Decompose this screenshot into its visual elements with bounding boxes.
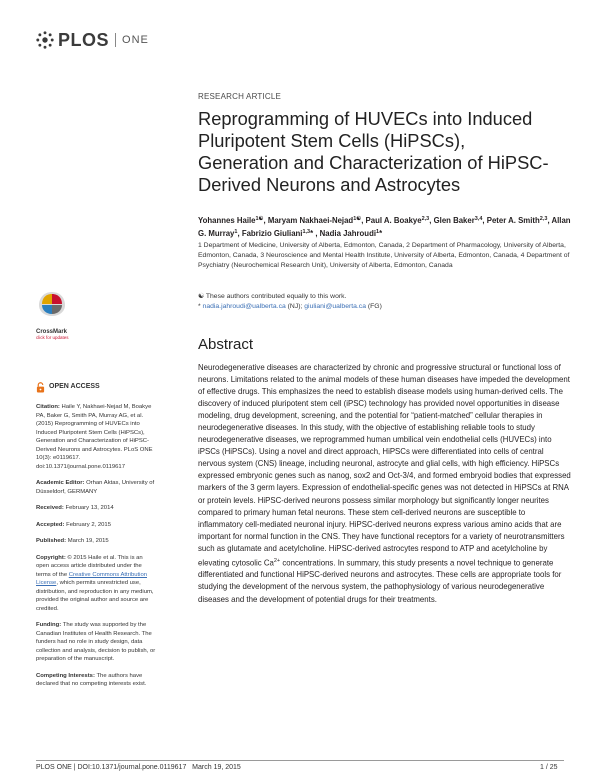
crossmark-label[interactable] <box>36 329 76 340</box>
footer-citation: PLOS ONE | DOI:10.1371/journal.pone.0119617 March 19, 2015 <box>36 764 241 771</box>
logo-divider <box>115 33 116 47</box>
cc-license-link[interactable]: Creative Commons Attribution License <box>36 571 147 586</box>
author-name: Glen Baker <box>433 216 475 225</box>
author-affiliation-marker: 2,3 <box>539 216 548 222</box>
author-list <box>198 214 573 239</box>
citation-text: Haile Y, Nakhaei-Nejad M, Boakye PA, Baker G, Smith PA, Murray AG, et al. (2015) Reprogramming of HUVECs into Induced Pluripotent Stem Cells (HiPSCs), Generation and Characterization of HiPSC-Derived Neurons and Astrocytes. PLoS ONE 10(3): e0119617. doi:10.1371/journal.pone.0119617 <box>36 404 153 470</box>
author-affiliation-marker: 1,3 <box>302 228 311 235</box>
citation-label: Citation: <box>36 404 60 410</box>
published-label: Published: <box>36 538 67 544</box>
author-affiliation-marker: 1 <box>376 228 380 235</box>
received-date: February 13, 2014 <box>63 505 114 511</box>
accepted-block <box>36 521 156 530</box>
funding-label: Funding: <box>36 622 62 628</box>
open-lock-icon <box>36 382 45 393</box>
author-separator: * , <box>310 228 320 238</box>
logo-plos-text: PLOS <box>58 29 110 50</box>
citation-block <box>36 403 156 471</box>
accepted-label: Accepted: <box>36 521 65 528</box>
author-separator: * <box>379 228 383 238</box>
accepted-date: February 2, 2015 <box>64 521 111 528</box>
author-name: Fabrizio Giuliani <box>241 228 303 238</box>
article-title: Reprogramming of HUVECs into Induced Pluripotent Stem Cells (HiPSCs), Generation and Characterization of HiPSC-Derived Neurons and Astrocytes <box>198 108 549 195</box>
author-affiliation-marker: 2,3 <box>421 216 430 222</box>
plos-logo-icon <box>36 31 54 49</box>
abstract-main-text: Neurodegenerative diseases are characterized by chronic and progressive structural or functional loss of neurons. Limitations related to the animal models of these human diseases have impeded the development of effective drugs. This emphasizes the need to establish disease models using human-derived cells. The discovery of induced pluripotent stem cell (iPSC) technology has provided novel opportunities in disease modeling, drug development, screening, and the potential for “patient-matched” cellular therapies in neurodegenerative diseases. In this study, with the objective of establishing reliable tools to study neurodegenerative diseases, we reprogrammed human umbilical vein endothelial cells (HUVECs) into iPSCs (HiPSCs). Using a novel and direct approach, HiPSCs were differentiated into cells of central nervous system (CNS) lineage, including neuronal, astrocyte and glial cells, with high efficiency. HiPSCs expressed embryonic genes such as nanog, sox2 and Oct-3/4, and formed embryoid bodies that expressed markers of the 3 germ layers. Expression of endothelial-specific genes was not detected in HiPSCs at RNA or protein levels. HiPSC-derived neurons possess similar morphology but significantly longer neurites compared to primary human fetal neurons. These stem cell-derived neurons are susceptible to inflammatory cell-mediated neuronal injury. HiPSC-derived neurons express various amino acids that are important for normal function in the CNS. They have functional receptors for a variety of neurotransmitters such as glutamate and acetylcholine. HiPSC-derived astrocytes respond to ATP and acetylcholine by elevating cytosolic Ca <box>198 363 571 568</box>
page-number: 1 / 25 <box>540 764 558 771</box>
corresponding-contact <box>198 302 382 312</box>
crossmark-title: CrossMark <box>36 329 68 335</box>
author-separator: , <box>547 216 552 225</box>
open-access-badge <box>36 382 156 393</box>
copyright-text-post: , which permits unrestricted use, distribution, and reproduction in any medium, provided the original author and source are credited. <box>36 580 154 612</box>
open-access-label: OPEN ACCESS <box>49 383 100 391</box>
author-separator: , <box>361 216 366 225</box>
competing-interests-text: The authors have declared that no competing interests exist. <box>36 672 147 687</box>
published-date: March 19, 2015 <box>66 538 109 544</box>
published-block <box>36 537 156 546</box>
author-separator: , <box>237 228 242 238</box>
author-name: Nadia Jahroudi <box>319 228 376 238</box>
abstract-tail-text: concentrations. In summary, this study presents a novel technique to generate differentiated and functional HiPSC-derived neurons and astrocytes. These cells are appropriate tools for studying the development of the nervous system, the pathophysiology of various neurodegenerative diseases and the development of potential drugs for their treatments. <box>198 558 562 604</box>
crossmark-icon[interactable] <box>37 291 67 327</box>
author-affiliation-marker: 1☯ <box>353 216 362 222</box>
affiliations: 1 Department of Medicine, University of Alberta, Edmonton, Canada, 2 Department of Pharmacology, University of Alberta, Edmonton, Canada, 3 Neuroscience and Mental Health Institute, University of Alberta, Edmonton, Canada, 4 Department of Psychiatry (Neurochemical Research Unit), University of Alberta, Edmonton, Canada <box>198 242 570 269</box>
copyright-label: Copyright: <box>36 554 66 561</box>
author-separator: , <box>482 216 487 225</box>
contact-label-fg: (FG) <box>365 303 382 310</box>
contact-prefix: * <box>198 303 203 310</box>
article-info-sidebar <box>36 382 156 697</box>
author-separator: , <box>429 216 434 225</box>
funding-text: The study was supported by the Canadian Institutes of Health Research. The funders had no role in study design, data collection and analysis, decision to publish, or preparation of the manuscript. <box>36 622 156 662</box>
author-name: Allan G. Murray <box>198 216 571 238</box>
crossmark-subtitle: click for updates <box>36 335 69 340</box>
footer-divider <box>36 760 564 761</box>
email-link-jahroudi[interactable]: nadia.jahroudi@ualberta.ca <box>202 303 286 310</box>
author-affiliation-marker: 1 <box>234 228 238 235</box>
author-name: Yohannes Haile <box>198 216 256 225</box>
equal-contribution-note: ☯ These authors contributed equally to this work. <box>198 293 347 300</box>
abstract-text <box>198 362 571 606</box>
copyright-text-pre: © 2015 Haile et al. This is an open access article distributed under the terms of the <box>36 554 143 578</box>
abstract-heading: Abstract <box>198 336 254 353</box>
funding-block <box>36 621 156 664</box>
editor-text: Orhan Aktas, University of Düsseldorf, GERMANY <box>36 480 155 495</box>
calcium-superscript: 2+ <box>273 557 281 564</box>
received-label: Received: <box>36 505 64 511</box>
plos-one-logo[interactable] <box>36 30 149 50</box>
author-name: Peter A. Smith <box>486 216 540 225</box>
logo-one-text: ONE <box>122 34 149 46</box>
contact-label-nj: (NJ); <box>285 303 305 310</box>
email-link-giuliani[interactable]: giuliani@ualberta.ca <box>304 303 366 310</box>
author-name: Paul A. Boakye <box>365 216 422 225</box>
author-affiliation-marker: 1☯ <box>255 216 264 222</box>
editor-label: Academic Editor: <box>36 480 85 486</box>
received-block <box>36 504 156 513</box>
author-name: Maryam Nakhaei-Nejad <box>267 216 354 225</box>
competing-interests-label: Competing Interests: <box>36 672 95 679</box>
copyright-block <box>36 554 156 614</box>
editor-block <box>36 479 156 496</box>
article-type: RESEARCH ARTICLE <box>198 92 282 101</box>
author-affiliation-marker: 3,4 <box>474 216 483 222</box>
competing-interests-block <box>36 672 156 689</box>
author-separator: , <box>263 216 268 225</box>
